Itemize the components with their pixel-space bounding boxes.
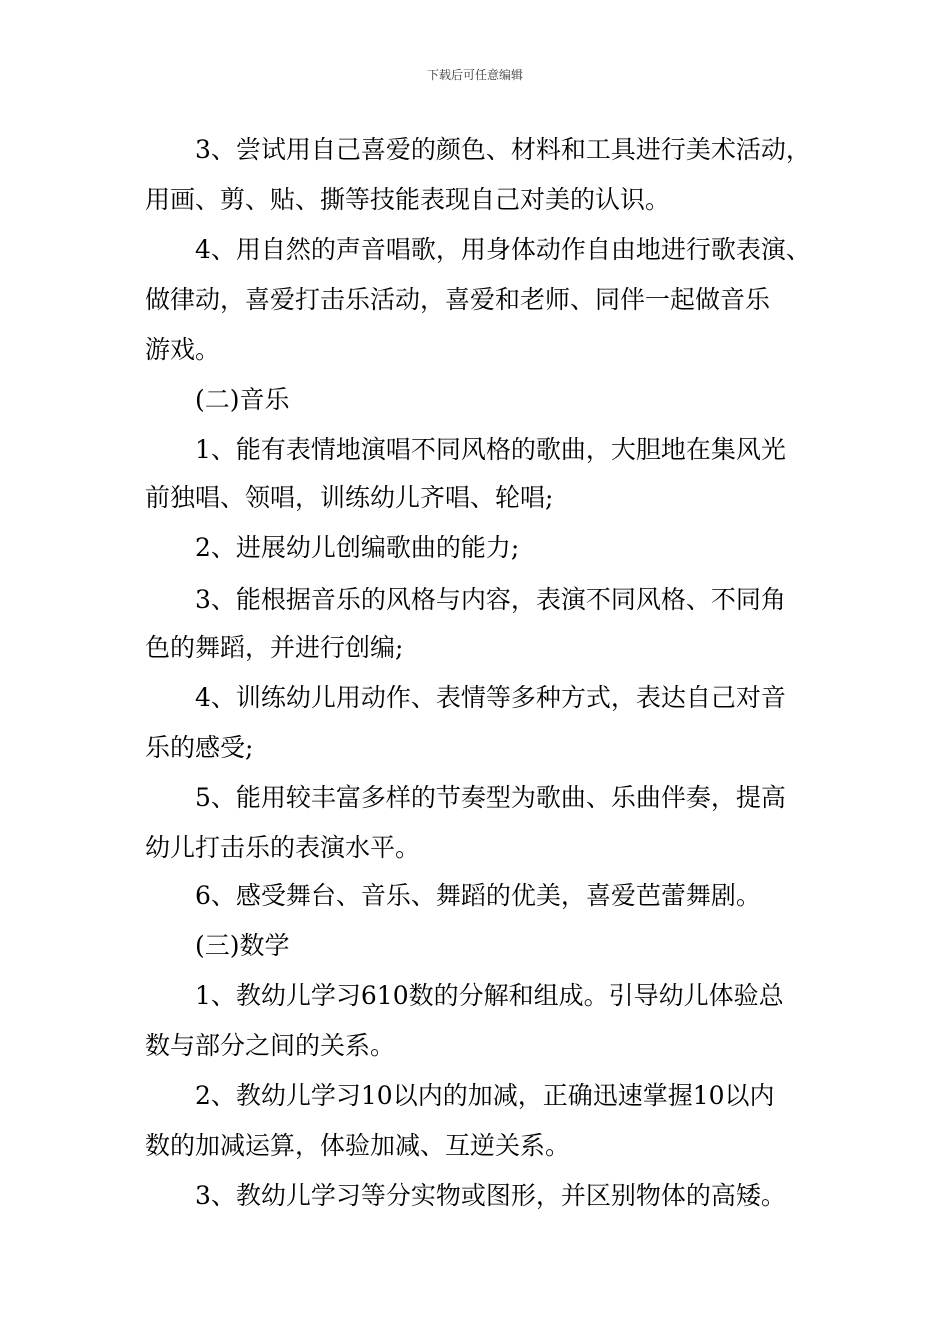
paragraph-line: 4、训练幼儿用动作、表情等多种方式，表达自己对音: [195, 683, 786, 712]
paragraph-line: 幼儿打击乐的表演水平。: [145, 833, 421, 862]
paragraph-line: 2、教幼儿学习10以内的加减，正确迅速掌握10以内: [195, 1081, 775, 1110]
paragraph-line: 数的加减运算，体验加减、互逆关系。: [145, 1131, 571, 1160]
paragraph-line: 5、能用较丰富多样的节奏型为歌曲、乐曲伴奏，提高: [195, 783, 786, 812]
section-heading: (二)音乐: [195, 385, 290, 414]
page-header: 下载后可任意编辑: [426, 68, 523, 82]
paragraph-line: 用画、剪、贴、撕等技能表现自己对美的认识。: [145, 185, 671, 214]
paragraph-line: 3、能根据音乐的风格与内容，表演不同风格、不同角: [195, 585, 786, 614]
paragraph-line: 1、能有表情地演唱不同风格的歌曲，大胆地在集风光: [195, 435, 786, 464]
paragraph-line: 数与部分之间的关系。: [145, 1031, 396, 1060]
paragraph-line: 2、进展幼儿创编歌曲的能力;: [195, 533, 520, 562]
paragraph-line: 6、感受舞台、音乐、舞蹈的优美，喜爱芭蕾舞剧。: [195, 881, 761, 910]
paragraph-line: 3、教幼儿学习等分实物或图形，并区别物体的高矮。: [195, 1181, 786, 1210]
paragraph-line: 前独唱、领唱，训练幼儿齐唱、轮唱;: [145, 483, 554, 512]
paragraph-line: 3、尝试用自己喜爱的颜色、材料和工具进行美术活动，: [195, 135, 811, 164]
paragraph-line: 乐的感受;: [145, 733, 254, 762]
paragraph-line: 1、教幼儿学习610数的分解和组成。引导幼儿体验总: [195, 981, 784, 1010]
paragraph-line: 4、用自然的声音唱歌，用身体动作自由地进行歌表演、: [195, 235, 811, 264]
paragraph-line: 色的舞蹈，并进行创编;: [145, 633, 404, 662]
section-heading: (三)数学: [195, 931, 290, 960]
paragraph-line: 游戏。: [145, 335, 221, 364]
paragraph-line: 做律动，喜爱打击乐活动，喜爱和老师、同伴一起做音乐: [145, 285, 771, 314]
